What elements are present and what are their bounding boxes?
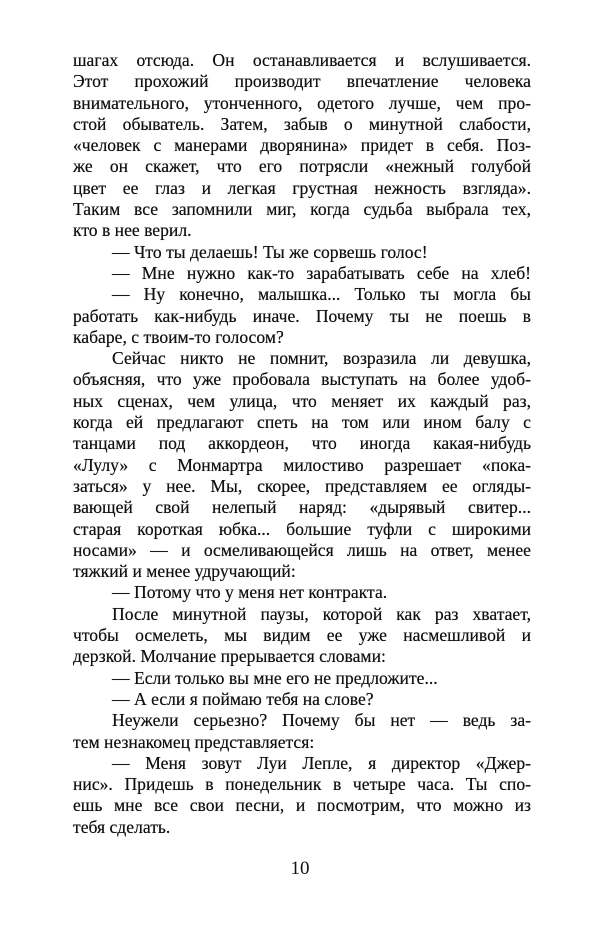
- text-line: — А если я поймаю тебя на слове?: [112, 688, 374, 709]
- text-line: работать как-нибудь иначе. Почему ты не поешь в: [73, 305, 531, 326]
- text-line: старая короткая юбка... большие туфли с широкими: [73, 518, 531, 539]
- text-line: вающей свой нелепый наряд: «дырявый свитер...: [73, 497, 531, 518]
- text-line: танцами под аккордеон, что иногда какая-нибудь: [73, 433, 531, 454]
- text-line: Этот прохожий производит впечатление человека: [73, 71, 531, 92]
- text-line: — Что ты делаешь! Ты же сорвешь голос!: [112, 241, 428, 262]
- text-line: Сейчас никто не помнит, возразила ли девушка,: [112, 348, 531, 369]
- text-line: шагах отсюда. Он останавливается и вслушивается.: [73, 50, 531, 70]
- text-line: цвет ее глаз и легкая грустная нежность взгляда».: [73, 177, 531, 198]
- text-line: «человек с манерами дворянина» придет в себя. Поз-: [73, 135, 531, 156]
- text-line: чтобы осмелеть, мы видим ее уже насмешливой и: [73, 625, 531, 646]
- text-line: носами» — и осмеливающейся лишь на ответ, менее: [73, 539, 531, 560]
- text-line: — Ну конечно, малышка... Только ты могла бы: [112, 284, 531, 305]
- text-line: тяжкий и менее удручающий:: [73, 561, 296, 582]
- text-line: — Мне нужно как-то зарабатывать себе на хлеб!: [112, 262, 531, 283]
- page-body-text: [73, 50, 531, 838]
- text-line: заться» у нее. Мы, скорее, представляем ее огляды-: [73, 475, 531, 496]
- text-line: После минутной паузы, которой как раз хватает,: [112, 603, 531, 624]
- text-line: тебя сделать.: [73, 816, 171, 837]
- text-line: дерзкой. Молчание прерывается словами:: [73, 646, 386, 667]
- text-line: когда ей предлагают спеть на том или ином балу с: [73, 412, 531, 433]
- text-line: «Лулу» с Монмартра милостиво разрешает «пока-: [73, 454, 531, 475]
- text-line: кабаре, с твоим-то голосом?: [73, 326, 284, 347]
- page-number: 10: [290, 858, 310, 879]
- text-line: стой обыватель. Затем, забыв о минутной слабости,: [73, 113, 531, 134]
- text-line: Неужели серьезно? Почему бы нет — ведь за-: [112, 710, 531, 731]
- text-line: же он скажет, что его потрясли «нежный голубой: [73, 156, 531, 177]
- text-line: ных сценах, чем улица, что меняет их каждый раз,: [73, 390, 531, 411]
- text-line: ешь мне все свои песни, и посмотрим, что можно из: [73, 795, 531, 816]
- text-line: — Меня зовут Луи Лепле, я директор «Джер-: [112, 752, 531, 773]
- text-line: внимательного, утонченного, одетого лучше, чем про-: [73, 92, 531, 113]
- text-line: объясняя, что уже пробовала выступать на более удоб-: [73, 369, 531, 390]
- text-line: тем незнакомец представляется:: [73, 731, 315, 752]
- text-line: кто в нее верил.: [73, 220, 192, 241]
- text-line: нис». Придешь в понедельник в четыре часа. Ты спо-: [73, 774, 531, 795]
- text-line: — Потому что у меня нет контракта.: [112, 582, 388, 603]
- text-line: Таким все запомнили миг, когда судьба выбрала тех,: [73, 199, 531, 220]
- text-line: — Если только вы мне его не предложите...: [112, 667, 438, 688]
